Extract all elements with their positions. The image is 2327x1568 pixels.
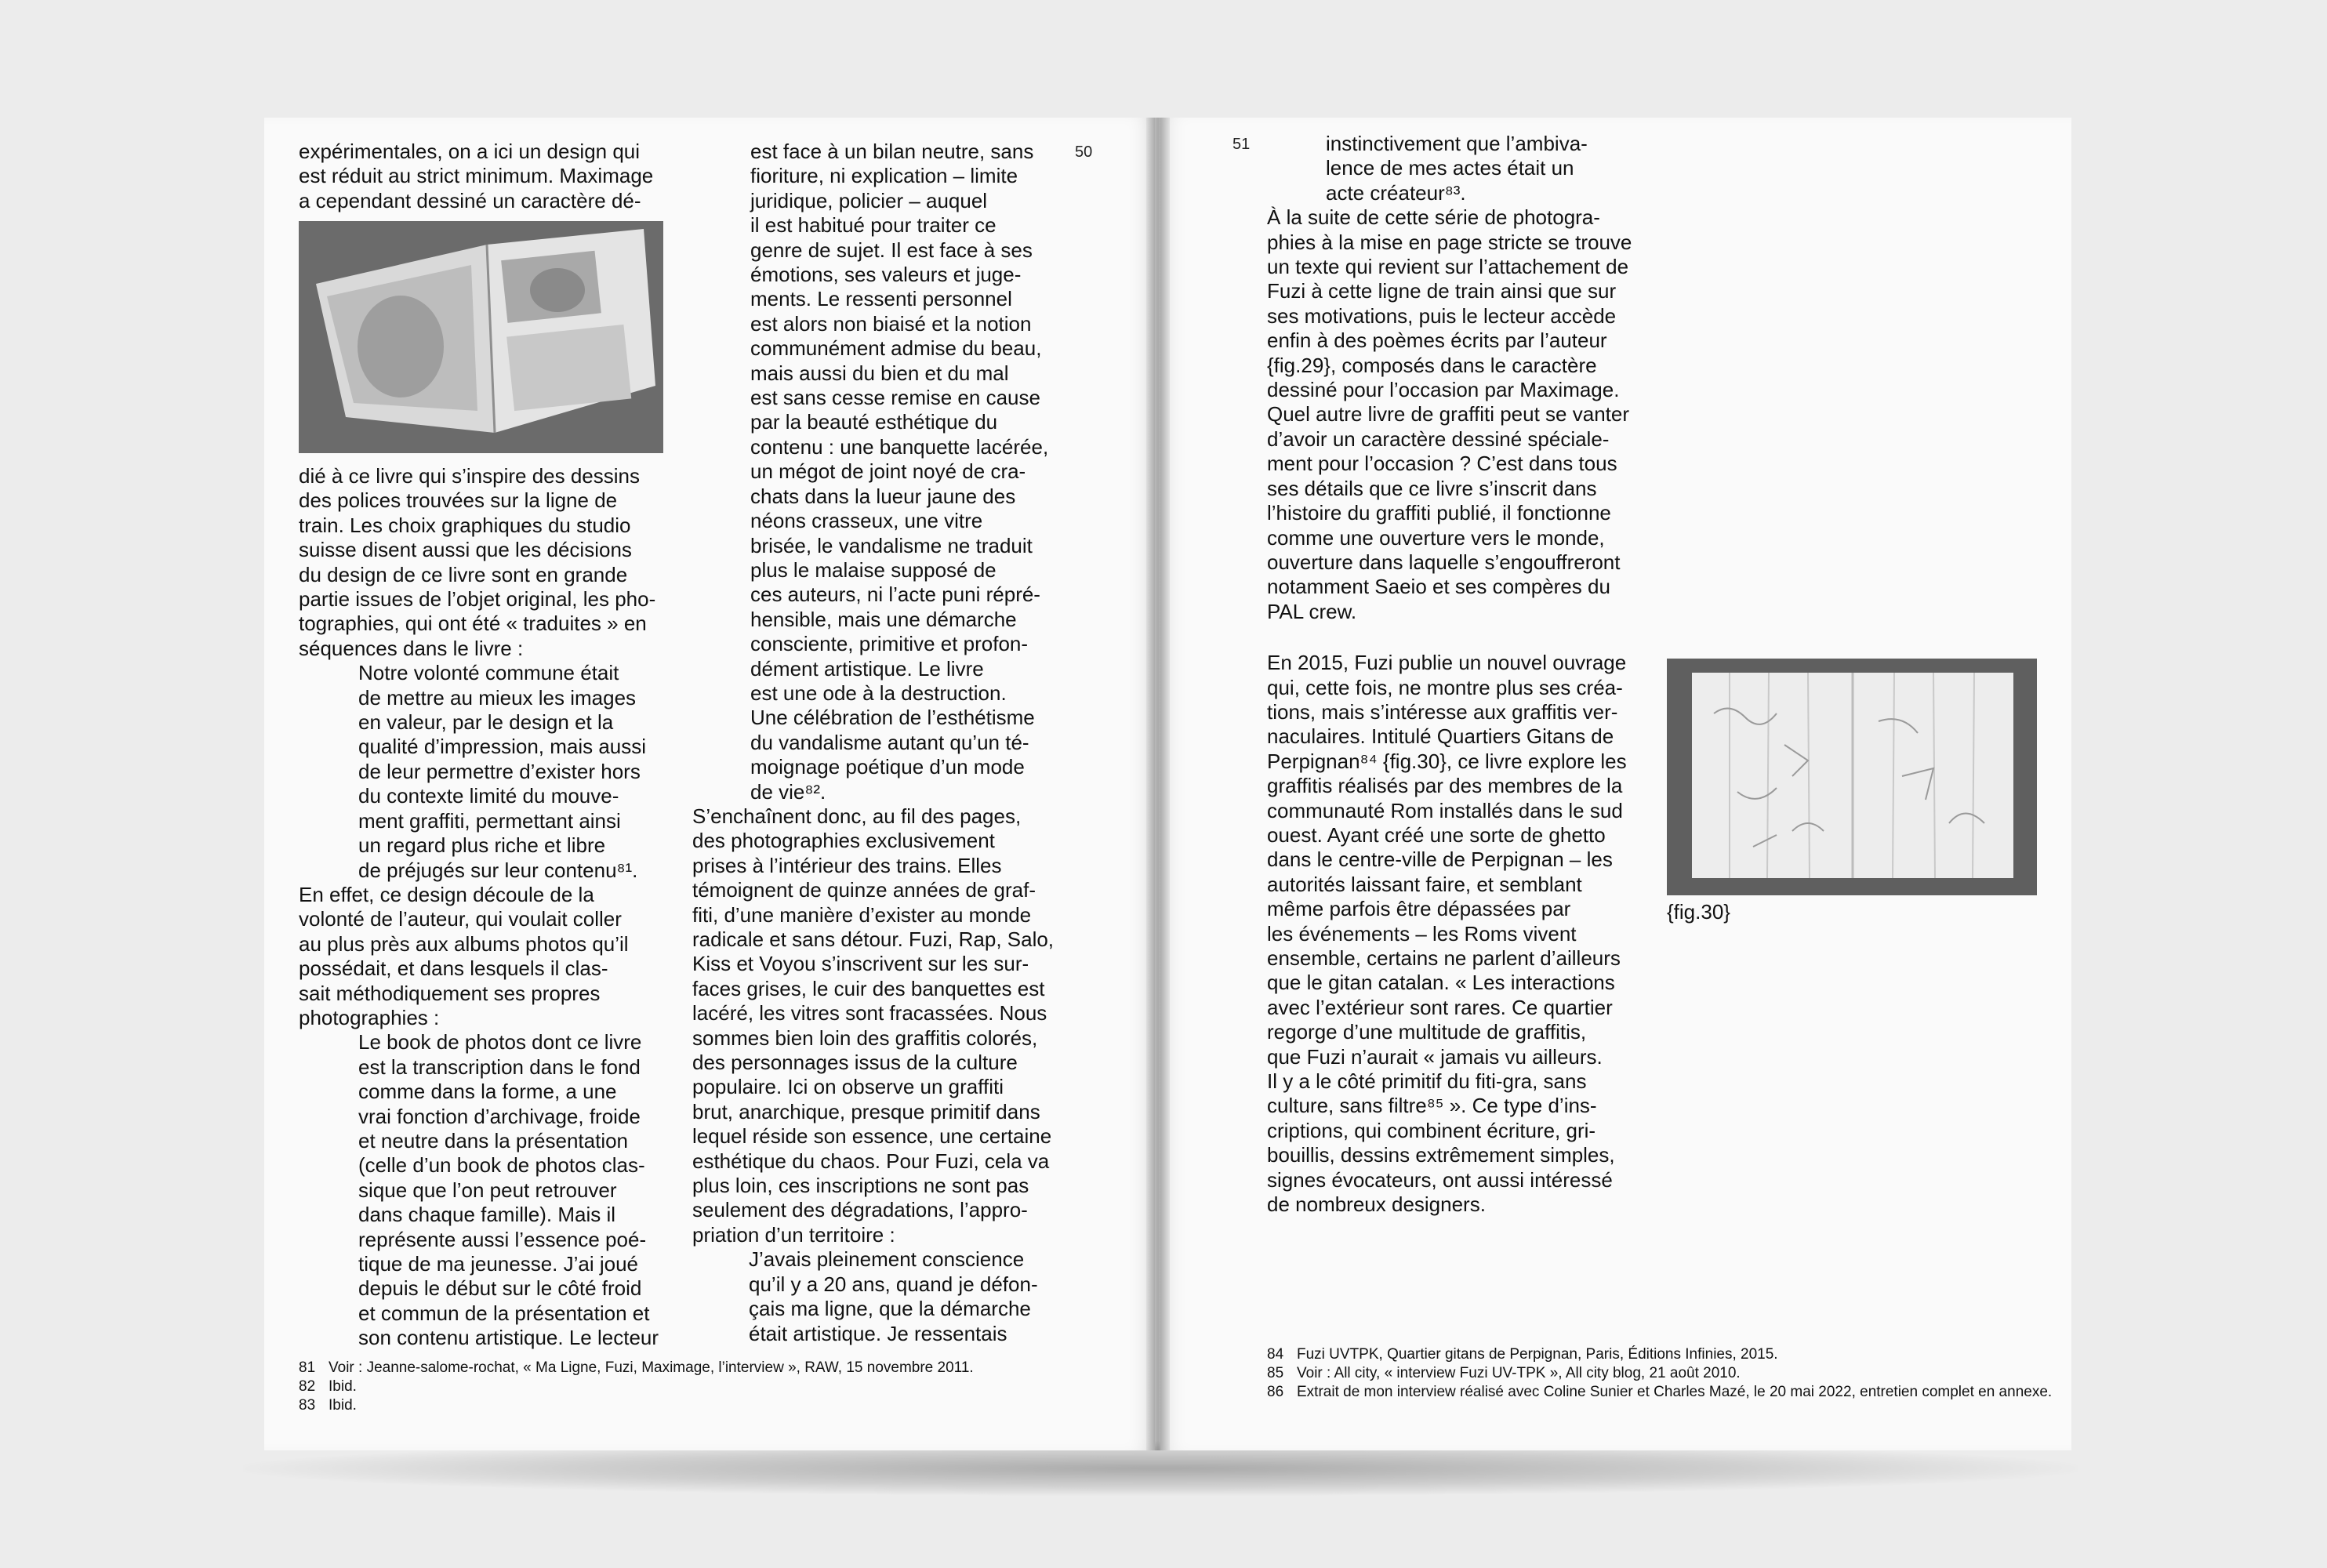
text-line: sommes bien loin des graffitis colorés, [692,1025,1038,1050]
text-line: (celle d’un book de photos clas- [358,1153,645,1178]
text-line: est sans cesse remise en cause [750,386,1040,410]
text-line: S’enchaînent donc, au fil des pages, [692,804,1022,828]
text-line: lence de mes actes était un [1326,156,1574,180]
text-line: de vie⁸². [750,779,826,804]
blockquote [299,661,672,883]
text-line: En 2015, Fuzi publie un nouvel ouvrage [1267,651,1627,675]
footnote [1267,1364,2059,1383]
text-line: qui, cette fois, ne montre plus ses créa- [1267,675,1623,699]
text-line: les événements – les Roms vivent [1267,921,1577,946]
text-line: vrai fonction d’archivage, froide [358,1104,641,1128]
text-line: Kiss et Voyou s’inscrivent sur les sur- [692,952,1029,976]
text-line: fiti, d’une manière d’exister au monde [692,902,1032,927]
footnote-number: 85 [1267,1365,1284,1381]
left-column-1 [299,140,672,213]
paragraph [692,804,1069,1247]
fig30-image [1667,659,2037,895]
text-line: PAL crew. [1267,599,1357,623]
footnotes-right [1267,1345,2059,1402]
footnote [1267,1345,2059,1364]
text-line: du vandalisme autant qu’un té- [750,730,1029,754]
text-line: ses détails que ce livre s’inscrit dans [1267,476,1597,500]
text-line: Fuzi à cette ligne de train ainsi que sur [1267,279,1617,303]
text-line: esthétique du chaos. Pour Fuzi, cela va [692,1149,1050,1173]
text-line: çais ma ligne, que la démarche [749,1297,1031,1321]
text-line: phies à la mise en page stricte se trouve [1267,230,1632,254]
text-line: du contexte limité du mouve- [358,784,619,808]
footnote-text: Fuzi UVTPK, Quartier gitans de Perpignan, Paris, Éditions Infinies, 2015. [1297,1346,1778,1363]
text-line: est alors non biaisé et la notion [750,311,1032,336]
footnotes-left [299,1359,1083,1415]
text-line: consciente, primitive et profon- [750,632,1029,656]
text-line: un regard plus riche et libre [358,833,606,858]
text-line: séquences dans le livre : [299,636,524,660]
text-line: moignage poétique d’un mode [750,755,1025,779]
text-line: qu’il y a 20 ans, quand je défon- [749,1272,1038,1296]
text-line: Il y a le côté primitif du fiti-gra, sans [1267,1069,1587,1094]
text-line: possédait, et dans lesquels il clas- [299,956,608,981]
text-line: un texte qui revient sur l’attachement de [1267,255,1629,279]
text-line: Notre volonté commune était [358,661,619,685]
text-line: fioriture, ni explication – limite [750,164,1018,188]
text-line: est une ode à la destruction. [750,681,1007,705]
text-line: émotions, ses valeurs et juge- [750,263,1022,287]
text-line: dessiné pour l’occasion par Maximage. [1267,378,1620,402]
text-line: néons crasseux, une vitre [750,509,983,533]
text-line: volonté de l’auteur, qui voulait coller [299,907,622,931]
text-line: de leur permettre d’exister hors [358,759,641,783]
text-line: genre de sujet. Il est face à ses [750,238,1033,262]
blockquote [1267,132,1659,205]
graffiti-book-photo [1667,659,2037,895]
text-line: notamment Saeio et ses compères du [1267,575,1610,599]
left-column-1-body [299,464,672,1351]
blockquote [692,140,1069,804]
footnote-text: Extrait de mon interview réalisé avec Coline Sunier et Charles Mazé, le 20 mai 2022, entretien complet en annexe. [1297,1384,2053,1400]
text-line: lequel réside son essence, une certaine [692,1124,1052,1149]
text-line: priation d’un territoire : [692,1222,895,1247]
text-line: ouverture dans laquelle s’engouffreront [1267,550,1621,574]
footnote-text: Voir : All city, « interview Fuzi UV-TPK », All city blog, 21 août 2010. [1297,1365,1741,1381]
text-line: bouillis, dessins extrêmement simples, [1267,1143,1615,1167]
text-line: prises à l’intérieur des trains. Elles [692,853,1002,877]
text-line: ces auteurs, ni l’acte puni répré- [750,583,1040,607]
paragraph [299,140,672,213]
text-line: seulement des dégradations, l’appro- [692,1198,1028,1222]
footnote-text: Voir : Jeanne-salome-rochat, « Ma Ligne, Fuzi, Maximage, l’interview », RAW, 15 novembre 2011. [329,1359,974,1376]
text-line: a cependant dessiné un caractère dé- [299,188,641,212]
text-line: par la beauté esthétique du [750,410,998,434]
text-line: dié à ce livre qui s’inspire des dessins [299,464,640,488]
text-line: que le gitan catalan. « Les interactions [1267,971,1615,995]
footnote-number: 83 [299,1397,316,1414]
text-line: En effet, ce design découle de la [299,882,594,906]
text-line: À la suite de cette série de photogra- [1267,205,1600,230]
text-line: et neutre dans la présentation [358,1128,629,1152]
text-line: des personnages issus de la culture [692,1051,1018,1075]
right-column [1267,132,1659,1217]
text-line: signes évocateurs, ont aussi intéressé [1267,1167,1613,1192]
text-line: dans chaque famille). Mais il [358,1203,616,1227]
text-line: est la transcription dans le fond [358,1054,641,1079]
text-line: en valeur, par le design et la [358,710,614,735]
blockquote [299,1030,672,1350]
text-line: l’histoire du graffiti publié, il fonctionne [1267,501,1611,525]
text-line: sique que l’on peut retrouver [358,1178,617,1202]
open-book-image [299,221,663,453]
text-line: ment pour l’occasion ? C’est dans tous [1267,452,1617,476]
text-line: même parfois être dépassées par [1267,897,1571,921]
text-line: train. Les choix graphiques du studio [299,513,631,537]
text-line: culture, sans filtre⁸⁵ ». Ce type d’ins- [1267,1094,1597,1118]
paragraph [1267,205,1659,624]
text-line: du design de ce livre sont en grande [299,562,628,586]
text-line: brut, anarchique, presque primitif dans [692,1099,1040,1123]
text-line: communément admise du beau, [750,336,1042,361]
text-line: avec l’extérieur sont rares. Ce quartier [1267,995,1613,1019]
text-line: tique de ma jeunesse. J’ai joué [358,1252,639,1276]
text-line: mais aussi du bien et du mal [750,361,1009,385]
text-line: de nombreux designers. [1267,1192,1486,1217]
footnote-number: 81 [299,1359,316,1376]
text-line: ments. Le ressenti personnel [750,287,1012,311]
text-line: photographies : [299,1005,440,1029]
text-line: regorge d’une multitude de graffitis, [1267,1020,1587,1044]
text-line: J’avais pleinement conscience [749,1247,1025,1272]
text-line: dément artistique. Le livre [750,656,984,681]
footnote-text: Ibid. [329,1378,357,1395]
text-line: hensible, mais une démarche [750,607,1017,631]
text-line: tions, mais s’intéresse aux graffitis ver- [1267,699,1618,724]
fig30-caption: {fig.30} [1667,900,1730,924]
text-line: dans le centre-ville de Perpignan – les [1267,848,1613,872]
text-line: expérimentales, on a ici un design qui [299,140,641,163]
text-line: Quel autre livre de graffiti peut se vanter [1267,402,1629,426]
text-line: d’avoir un caractère dessiné spéciale- [1267,426,1610,451]
text-line: un mégot de joint noyé de cra- [750,459,1026,484]
text-line: représente aussi l’essence poé- [358,1227,647,1251]
text-line: plus loin, ces inscriptions ne sont pas [692,1174,1029,1198]
text-line: brisée, le vandalisme ne traduit [750,533,1033,557]
text-line: faces grises, le cuir des banquettes est [692,976,1045,1000]
text-line: était artistique. Je ressentais [749,1321,1007,1345]
paragraph [1267,651,1659,1217]
text-line: est face à un bilan neutre, sans [750,140,1034,163]
text-line: il est habitué pour traiter ce [750,213,997,238]
text-line: des polices trouvées sur la ligne de [299,488,618,513]
footnote [1267,1383,2059,1402]
text-line: qualité d’impression, mais aussi [358,735,647,759]
text-line: Perpignan⁸⁴ {fig.30}, ce livre explore les [1267,749,1627,773]
left-column-2 [692,140,1069,1346]
footnote [299,1359,1083,1377]
text-line: juridique, policier – auquel [750,188,988,212]
text-line: tographies, qui ont été « traduites » en [299,612,647,636]
footnote-number: 84 [1267,1346,1284,1363]
text-line: criptions, qui combinent écriture, gri- [1267,1118,1596,1142]
text-line: graffitis réalisés par des membres de la [1267,774,1623,798]
text-line: son contenu artistique. Le lecteur [358,1326,659,1350]
text-line: populaire. Ici on observe un graffiti [692,1075,1004,1099]
text-line: partie issues de l’objet original, les pho- [299,587,656,612]
text-line: autorités laissant faire, et semblant [1267,872,1582,896]
text-line: sait méthodiquement ses propres [299,981,601,1005]
text-line: plus le malaise supposé de [750,557,997,582]
book-photo-figure [299,221,663,453]
text-line: depuis le début sur le côté froid [358,1276,642,1301]
text-line: suisse disent aussi que les décisions [299,538,632,562]
text-line: instinctivement que l’ambiva- [1326,132,1588,155]
text-line: ment graffiti, permettant ainsi [358,808,621,833]
text-line: ensemble, certains ne parlent d’ailleurs [1267,946,1621,970]
text-line: acte créateur⁸³. [1326,180,1466,205]
text-line: {fig.29}, composés dans le caractère [1267,353,1597,377]
text-line: de préjugés sur leur contenu⁸¹. [358,858,638,882]
text-line: ses motivations, puis le lecteur accède [1267,303,1617,328]
text-line: de mettre au mieux les images [358,685,637,710]
blockquote [692,1247,1069,1346]
footnote [299,1377,1083,1396]
footnote-number: 86 [1267,1384,1284,1400]
footnote [299,1396,1083,1415]
footnote-number: 82 [299,1378,316,1395]
text-line: que Fuzi n’aurait « jamais vu ailleurs. [1267,1044,1603,1069]
book-gutter [1146,118,1170,1450]
paragraph [299,883,672,1030]
text-line: comme une ouverture vers le monde, [1267,525,1605,550]
text-line: communauté Rom installés dans le sud [1267,798,1623,822]
text-line: contenu : une banquette lacérée, [750,434,1049,459]
text-line: lacéré, les vitres sont fracassées. Nous [692,1001,1047,1025]
text-line: des photographies exclusivement [692,829,995,853]
text-line: Le book de photos dont ce livre [358,1030,642,1054]
text-line: radicale et sans détour. Fuzi, Rap, Salo, [692,927,1055,951]
paragraph [299,464,672,661]
text-line: ouest. Ayant créé une sorte de ghetto [1267,822,1606,847]
footnote-text: Ibid. [329,1397,357,1414]
text-line: chats dans la lueur jaune des [750,484,1016,508]
text-line: et commun de la présentation et [358,1301,650,1325]
page-number-left: 50 [1075,143,1093,161]
text-line: témoignent de quinze années de graf- [692,878,1036,902]
text-line: au plus près aux albums photos qu’il [299,931,629,956]
text-line: Une célébration de l’esthétisme [750,706,1035,730]
text-line: comme dans la forme, a une [358,1080,617,1104]
page-number-right: 51 [1232,136,1251,153]
text-line: enfin à des poèmes écrits par l’auteur [1267,328,1607,353]
text-line: est réduit au strict minimum. Maximage [299,164,654,188]
text-line: naculaires. Intitulé Quartiers Gitans de [1267,724,1614,749]
